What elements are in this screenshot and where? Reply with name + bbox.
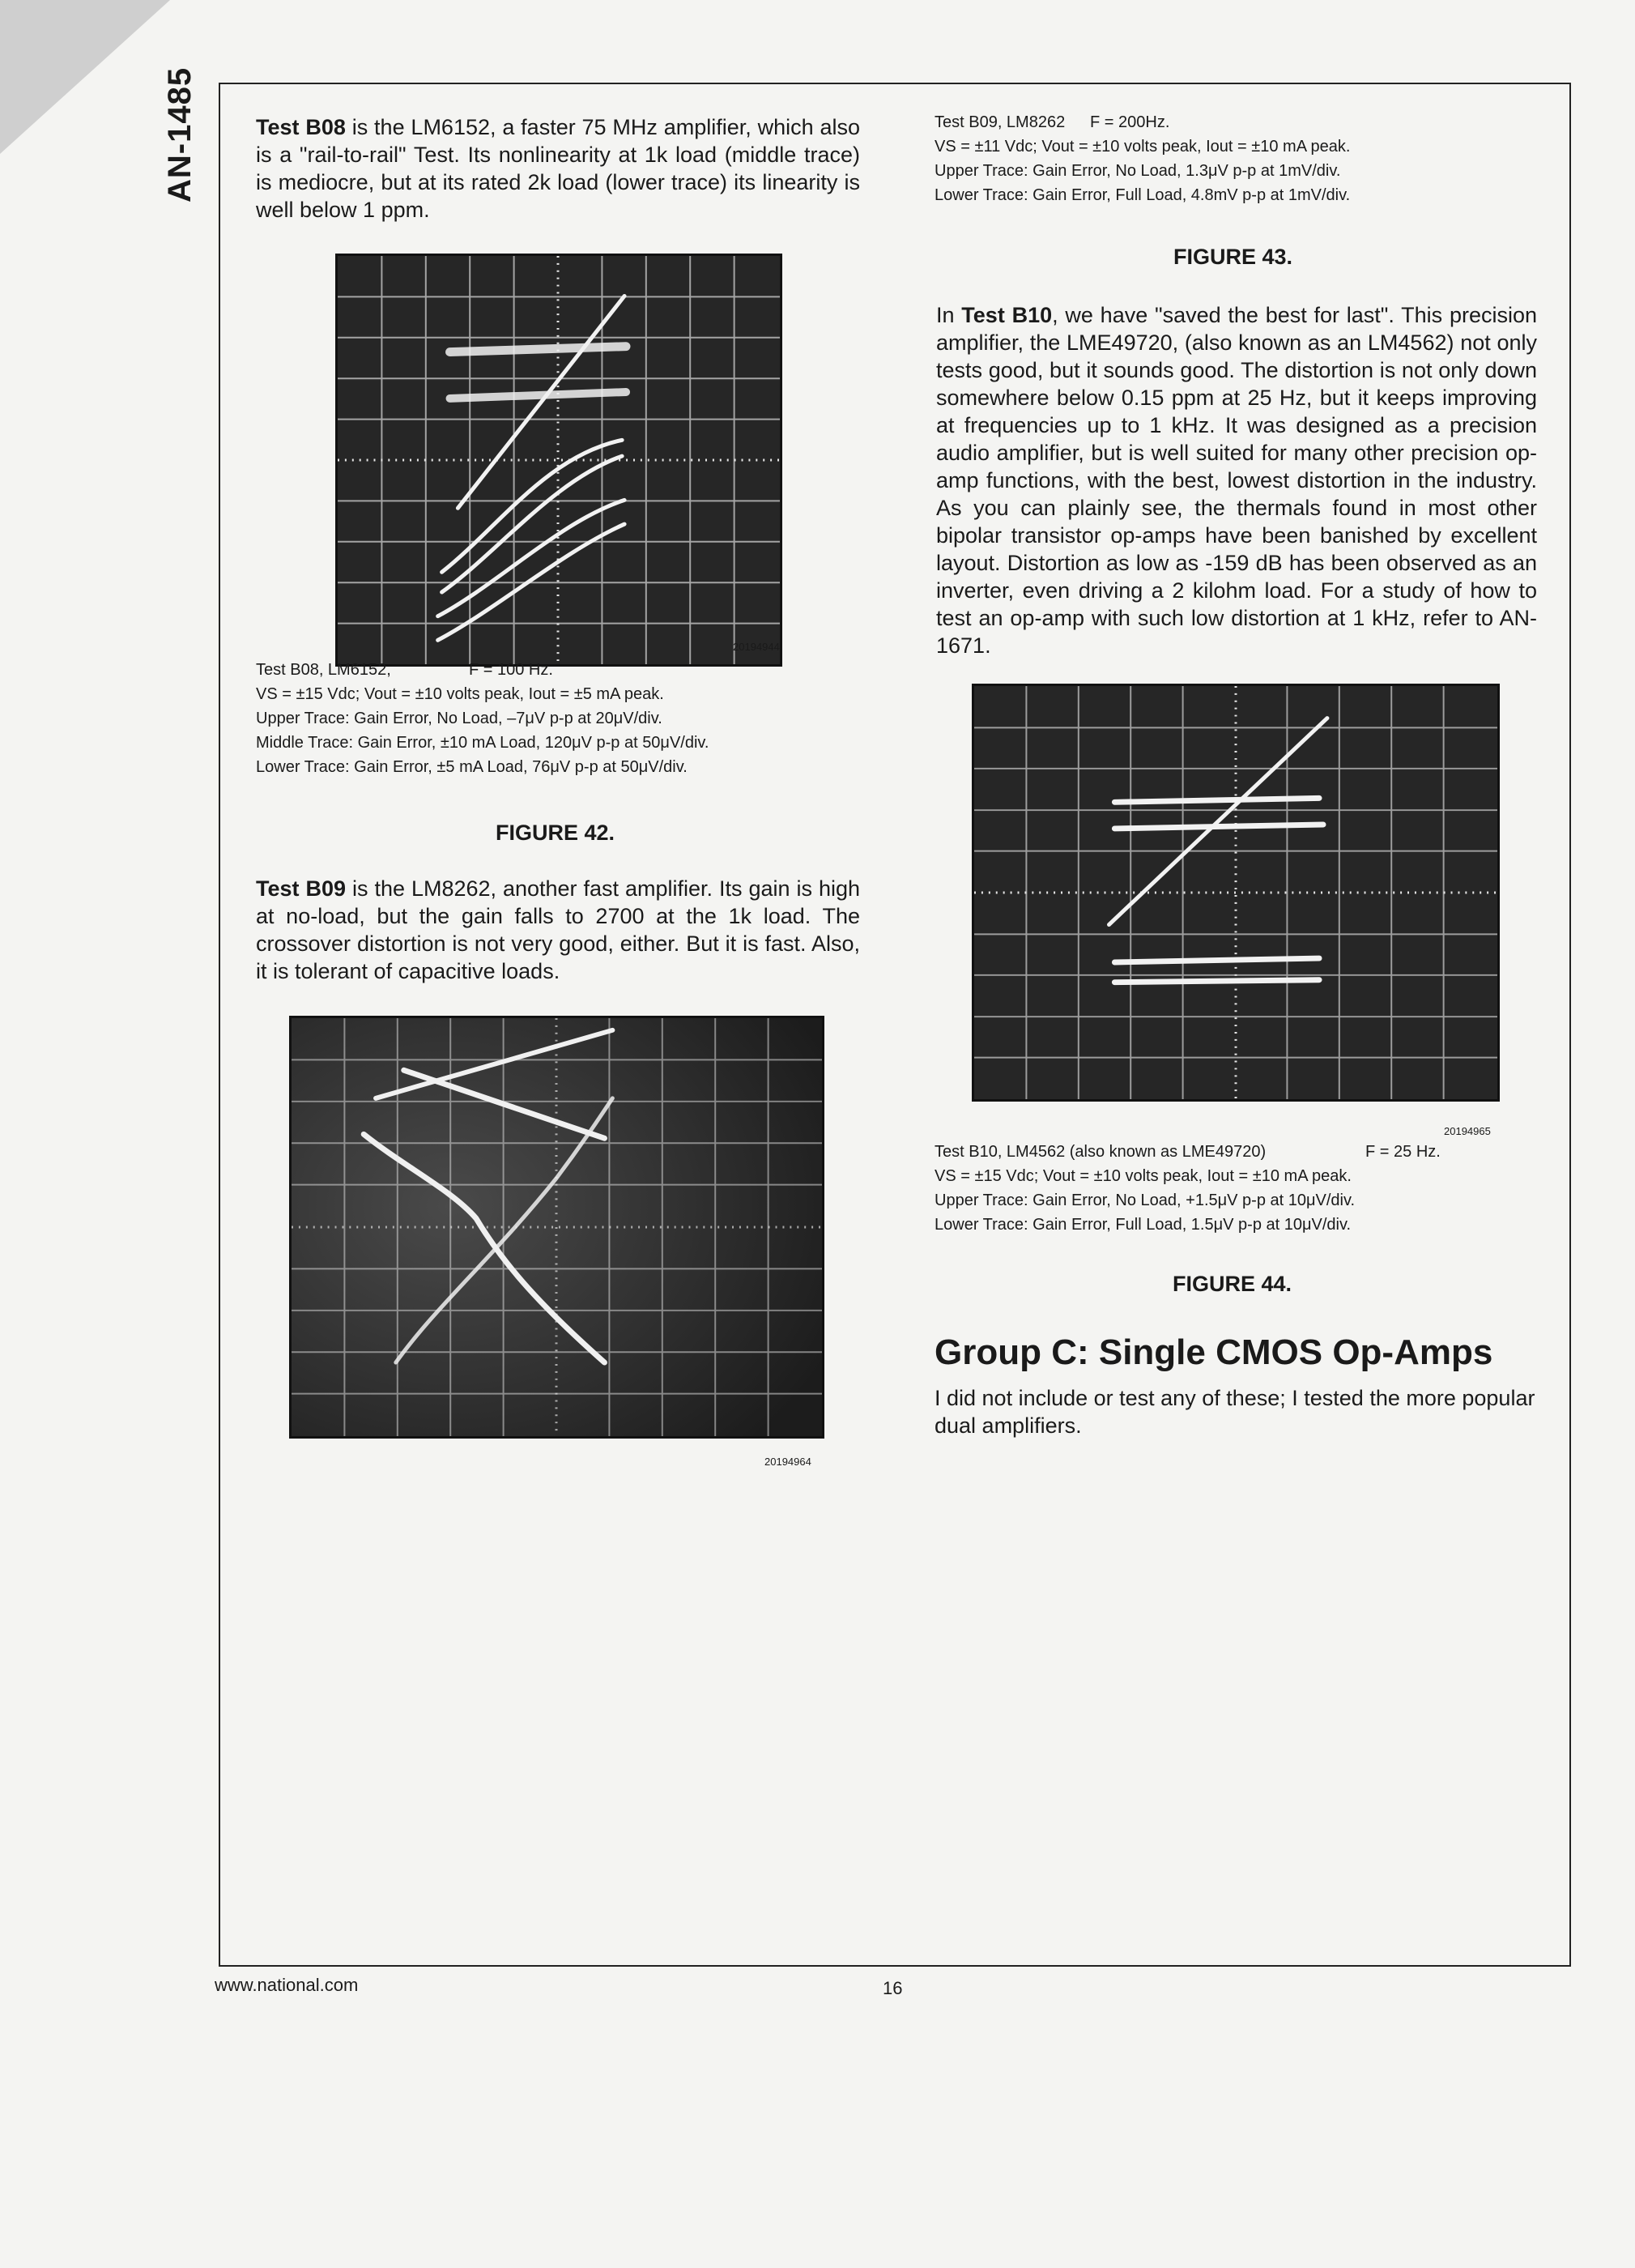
caption-lower-trace: Lower Trace: Gain Error, ±5 mA Load, 76μV p-p at 50μV/div.: [256, 758, 688, 776]
caption-upper-trace: Upper Trace: Gain Error, No Load, +1.5μV p-p at 10μV/div.: [935, 1192, 1356, 1209]
figure-42-caption: [256, 658, 709, 779]
folded-corner: [0, 0, 170, 154]
figure-code: 20194964: [764, 1456, 811, 1468]
paragraph-group-c: I did not include or test any of these; I tested the more popular dual amplifiers.: [935, 1386, 1535, 1438]
page-number: 16: [883, 1978, 903, 1998]
paragraph-test-b10: [936, 301, 1537, 659]
section-heading: Group C: Single CMOS Op-Amps: [935, 1332, 1493, 1372]
caption-middle-trace: Middle Trace: Gain Error, ±10 mA Load, 120μV p-p at 50μV/div.: [256, 734, 709, 752]
caption-lower-trace: Lower Trace: Gain Error, Full Load, 4.8mV p-p at 1mV/div.: [935, 186, 1351, 204]
caption-upper-trace: Upper Trace: Gain Error, No Load, 1.3μV p-p at 1mV/div.: [935, 162, 1341, 180]
oscilloscope-figure-42: [335, 254, 782, 667]
paragraph-test-b09: [256, 875, 860, 985]
caption-supply: VS = ±11 Vdc; Vout = ±10 volts peak, Iout = ±10 mA peak.: [935, 138, 1351, 156]
paragraph-text: , we have "saved the best for last". This precision amplifier, the LME49720, (also known as an LM4562) not only tests good, but it sounds good. The distortion is not only down somewhere below 0.15 ppm at 25 Hz, but it keeps improving at frequencies up to 1 kHz. It was designed as a precision audio amplifier, but is well suited for many other precision op-amp functions, with the best, lowest distortion in the industry. As you can plainly see, the thermals found in most other bipolar transistor op-amps have been banished by excellent layout. Distortion as low as -159 dB has been observed as an inverter, even driving a 2 kilohm load. For a study of how to test an op-amp with such low distortion at 1 kHz, refer to AN-1671.: [936, 303, 1538, 658]
test-label: Test B09: [256, 876, 347, 901]
caption-frequency: F = 100 Hz.: [469, 661, 553, 679]
paragraph-text: is the LM8262, another fast amplifier. Its gain is high at no-load, but the gain falls to 2700 at the 1k load. The crossover distortion is not very good, either. But it is fast. Also, it is tolerant of capacitive loads.: [256, 876, 860, 983]
oscilloscope-figure-43: [289, 1016, 824, 1439]
caption-test: Test B08, LM6152,: [256, 661, 391, 679]
figure-44-caption: [935, 1140, 1441, 1237]
paragraph-text: is the LM6152, a faster 75 MHz amplifier, which also is a "rail-to-rail" Test. Its nonlinearity at 1k load (middle trace) is mediocre, but at its rated 2k load (lower trace) its linearity is well below 1 ppm.: [256, 115, 860, 222]
caption-frequency: F = 200Hz.: [1090, 113, 1170, 131]
caption-supply: VS = ±15 Vdc; Vout = ±10 volts peak, Iout = ±5 mA peak.: [256, 685, 664, 703]
figure-44-label: FIGURE 44.: [1173, 1272, 1292, 1296]
caption-upper-trace: Upper Trace: Gain Error, No Load, –7μV p-p at 20μV/div.: [256, 710, 662, 727]
paragraph-lead: In: [936, 303, 962, 327]
figure-42-label: FIGURE 42.: [496, 821, 615, 845]
figure-43-label: FIGURE 43.: [1173, 245, 1293, 269]
footer-url: www.national.com: [215, 1975, 359, 1995]
caption-test: Test B09, LM8262: [935, 113, 1066, 131]
paragraph-test-b08: [256, 113, 860, 224]
caption-lower-trace: Lower Trace: Gain Error, Full Load, 1.5μV p-p at 10μV/div.: [935, 1216, 1352, 1234]
caption-supply: VS = ±15 Vdc; Vout = ±10 volts peak, Iout = ±10 mA peak.: [935, 1167, 1352, 1185]
test-label: Test B08: [256, 115, 346, 139]
oscilloscope-figure-44: [972, 684, 1500, 1102]
caption-frequency: F = 25 Hz.: [1365, 1143, 1441, 1161]
document-id: AN-1485: [162, 66, 198, 202]
caption-test: Test B10, LM4562 (also known as LME49720): [935, 1143, 1267, 1161]
test-label: Test B10: [961, 303, 1053, 327]
figure-code: 20194965: [1444, 1125, 1491, 1137]
figure-code: 20194944: [733, 641, 780, 653]
figure-43-caption: [935, 110, 1350, 207]
